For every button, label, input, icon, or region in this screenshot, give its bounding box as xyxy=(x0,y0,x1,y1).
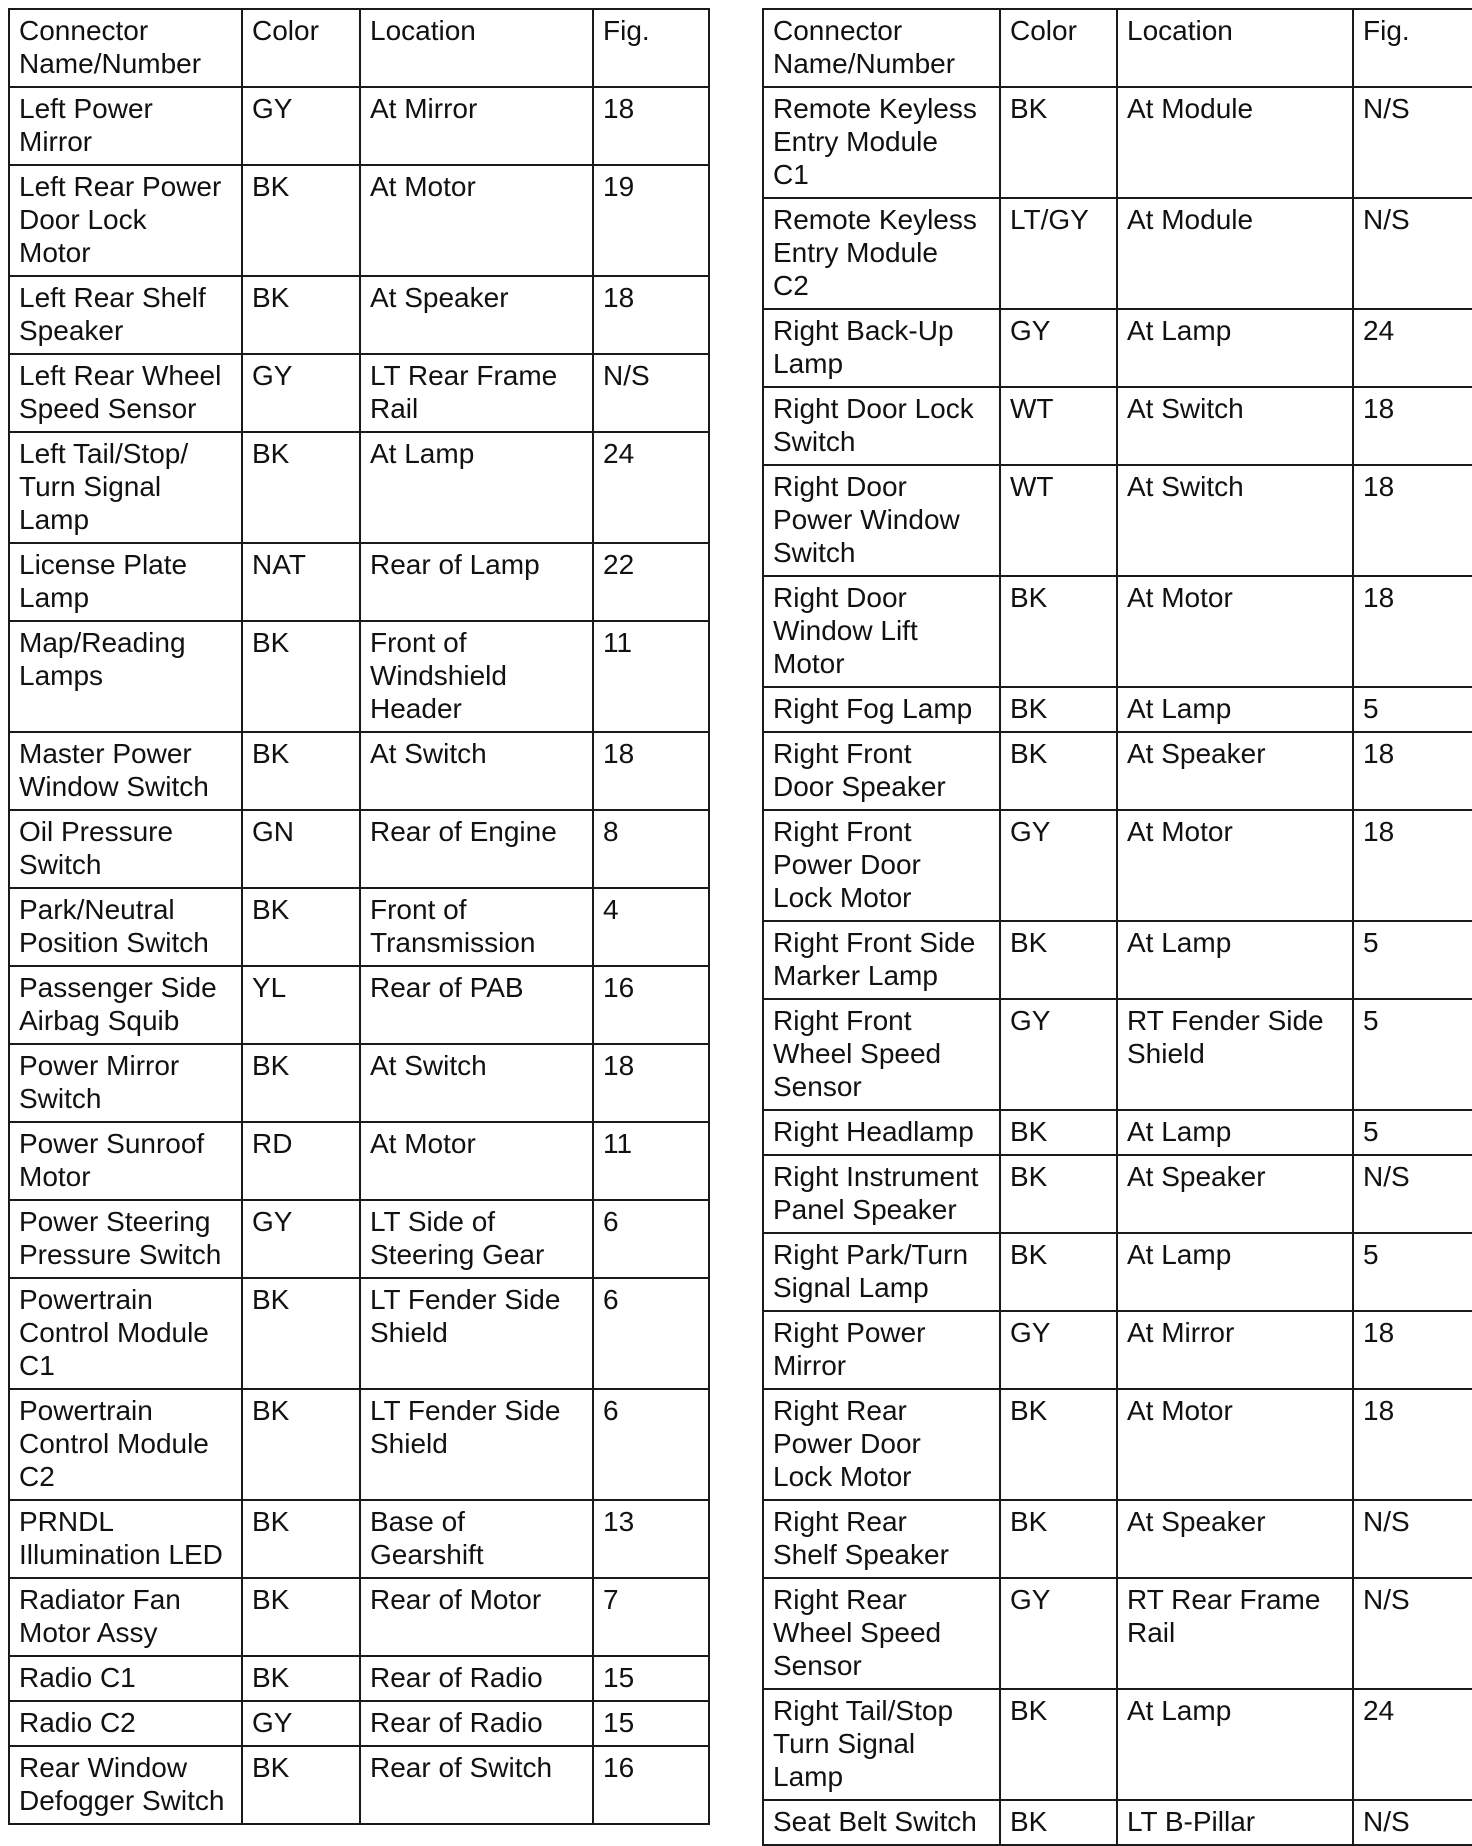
color-cell: BK xyxy=(1000,921,1117,999)
fig-cell: 5 xyxy=(1353,1110,1472,1155)
connector-name-cell: Power Steering Pressure Switch xyxy=(9,1200,242,1278)
right-table-body xyxy=(763,87,1472,1845)
fig-cell: 18 xyxy=(1353,465,1472,576)
color-cell: BK xyxy=(242,1746,360,1824)
location-cell: At Lamp xyxy=(1117,1689,1353,1800)
fig-cell: 15 xyxy=(593,1701,709,1746)
connector-name-cell: Right Door Power Window Switch xyxy=(763,465,1000,576)
color-cell: GY xyxy=(242,87,360,165)
color-cell: BK xyxy=(242,732,360,810)
table-row xyxy=(9,888,709,966)
location-cell: At Motor xyxy=(360,1122,593,1200)
color-cell: BK xyxy=(242,1578,360,1656)
table-row xyxy=(763,1689,1472,1800)
table-row xyxy=(763,87,1472,198)
fig-cell: 18 xyxy=(1353,732,1472,810)
location-cell: At Speaker xyxy=(1117,1500,1353,1578)
fig-cell: 6 xyxy=(593,1278,709,1389)
table-row xyxy=(763,465,1472,576)
fig-cell: 6 xyxy=(593,1389,709,1500)
fig-cell: N/S xyxy=(1353,1578,1472,1689)
connector-name-cell: Right Rear Power Door Lock Motor xyxy=(763,1389,1000,1500)
location-cell: At Lamp xyxy=(1117,1110,1353,1155)
connector-name-cell: Right Front Wheel Speed Sensor xyxy=(763,999,1000,1110)
header-fig: Fig. xyxy=(1353,9,1472,87)
fig-cell: 8 xyxy=(593,810,709,888)
color-cell: BK xyxy=(242,1389,360,1500)
location-cell: At Speaker xyxy=(360,276,593,354)
table-row xyxy=(763,1311,1472,1389)
fig-cell: 18 xyxy=(1353,1311,1472,1389)
fig-cell: 18 xyxy=(593,87,709,165)
connector-name-cell: Park/Neutral Position Switch xyxy=(9,888,242,966)
color-cell: BK xyxy=(1000,732,1117,810)
color-cell: BK xyxy=(1000,87,1117,198)
connector-name-cell: Right Power Mirror xyxy=(763,1311,1000,1389)
connector-name-cell: Map/Reading Lamps xyxy=(9,621,242,732)
table-row xyxy=(763,1578,1472,1689)
table-row xyxy=(763,1155,1472,1233)
connector-name-cell: Master Power Window Switch xyxy=(9,732,242,810)
connector-name-cell: Right Tail/Stop Turn Signal Lamp xyxy=(763,1689,1000,1800)
location-cell: At Motor xyxy=(1117,576,1353,687)
connector-name-cell: Right Instrument Panel Speaker xyxy=(763,1155,1000,1233)
color-cell: BK xyxy=(1000,1800,1117,1845)
fig-cell: 22 xyxy=(593,543,709,621)
header-location: Location xyxy=(1117,9,1353,87)
fig-cell: 19 xyxy=(593,165,709,276)
connector-name-cell: Remote Keyless Entry Module C2 xyxy=(763,198,1000,309)
location-cell: At Lamp xyxy=(1117,921,1353,999)
connector-name-cell: Right Rear Shelf Speaker xyxy=(763,1500,1000,1578)
fig-cell: 18 xyxy=(1353,810,1472,921)
connector-name-cell: Right Rear Wheel Speed Sensor xyxy=(763,1578,1000,1689)
fig-cell: 18 xyxy=(593,1044,709,1122)
location-cell: Rear of Engine xyxy=(360,810,593,888)
location-cell: At Switch xyxy=(360,1044,593,1122)
location-cell: At Speaker xyxy=(1117,1155,1353,1233)
table-row xyxy=(9,1656,709,1701)
connector-name-cell: Left Rear Power Door Lock Motor xyxy=(9,165,242,276)
table-row xyxy=(763,576,1472,687)
table-row xyxy=(9,87,709,165)
table-row xyxy=(763,1800,1472,1845)
connector-name-cell: Seat Belt Switch xyxy=(763,1800,1000,1845)
connector-name-cell: Rear Window Defogger Switch xyxy=(9,1746,242,1824)
location-cell: At Mirror xyxy=(360,87,593,165)
location-cell: At Lamp xyxy=(360,432,593,543)
table-row xyxy=(9,1701,709,1746)
connector-name-cell: Right Front Side Marker Lamp xyxy=(763,921,1000,999)
location-cell: At Switch xyxy=(1117,465,1353,576)
color-cell: BK xyxy=(1000,1500,1117,1578)
location-cell: Front of Transmission xyxy=(360,888,593,966)
color-cell: BK xyxy=(242,165,360,276)
connector-name-cell: Right Headlamp xyxy=(763,1110,1000,1155)
color-cell: NAT xyxy=(242,543,360,621)
table-row xyxy=(763,1233,1472,1311)
connector-name-cell: Right Back-Up Lamp xyxy=(763,309,1000,387)
location-cell: Rear of Radio xyxy=(360,1656,593,1701)
table-row xyxy=(9,621,709,732)
fig-cell: 18 xyxy=(1353,1389,1472,1500)
connector-name-cell: Radio C1 xyxy=(9,1656,242,1701)
fig-cell: 15 xyxy=(593,1656,709,1701)
color-cell: WT xyxy=(1000,465,1117,576)
color-cell: GY xyxy=(242,354,360,432)
fig-cell: N/S xyxy=(1353,1500,1472,1578)
color-cell: BK xyxy=(1000,1233,1117,1311)
connector-name-cell: Radio C2 xyxy=(9,1701,242,1746)
location-cell: Base of Gearshift xyxy=(360,1500,593,1578)
table-row xyxy=(9,1200,709,1278)
color-cell: GY xyxy=(1000,1578,1117,1689)
table-row xyxy=(9,732,709,810)
connector-name-cell: Oil Pressure Switch xyxy=(9,810,242,888)
location-cell: Rear of Switch xyxy=(360,1746,593,1824)
location-cell: At Lamp xyxy=(1117,687,1353,732)
fig-cell: 13 xyxy=(593,1500,709,1578)
table-row xyxy=(9,1500,709,1578)
fig-cell: N/S xyxy=(593,354,709,432)
location-cell: Rear of Radio xyxy=(360,1701,593,1746)
connector-name-cell: Left Rear Shelf Speaker xyxy=(9,276,242,354)
fig-cell: 16 xyxy=(593,966,709,1044)
table-header-row xyxy=(763,9,1472,87)
fig-cell: 18 xyxy=(1353,387,1472,465)
location-cell: At Motor xyxy=(360,165,593,276)
connector-name-cell: Radiator Fan Motor Assy xyxy=(9,1578,242,1656)
fig-cell: 18 xyxy=(1353,576,1472,687)
connector-name-cell: Power Sunroof Motor xyxy=(9,1122,242,1200)
table-row xyxy=(763,687,1472,732)
connector-name-cell: Left Rear Wheel Speed Sensor xyxy=(9,354,242,432)
color-cell: GY xyxy=(1000,1311,1117,1389)
color-cell: WT xyxy=(1000,387,1117,465)
location-cell: At Switch xyxy=(1117,387,1353,465)
fig-cell: N/S xyxy=(1353,198,1472,309)
table-row xyxy=(763,387,1472,465)
table-row xyxy=(9,165,709,276)
fig-cell: 11 xyxy=(593,1122,709,1200)
location-cell: LT Rear Frame Rail xyxy=(360,354,593,432)
table-row xyxy=(9,1389,709,1500)
connector-name-cell: Right Door Window Lift Motor xyxy=(763,576,1000,687)
color-cell: GY xyxy=(1000,810,1117,921)
location-cell: Front of Windshield Header xyxy=(360,621,593,732)
header-fig: Fig. xyxy=(593,9,709,87)
connector-name-cell: Powertrain Control Module C2 xyxy=(9,1389,242,1500)
table-row xyxy=(763,810,1472,921)
color-cell: BK xyxy=(242,888,360,966)
connector-name-cell: Right Front Power Door Lock Motor xyxy=(763,810,1000,921)
table-row xyxy=(763,1500,1472,1578)
color-cell: BK xyxy=(242,1500,360,1578)
header-color: Color xyxy=(1000,9,1117,87)
table-row xyxy=(9,1044,709,1122)
location-cell: At Lamp xyxy=(1117,309,1353,387)
color-cell: BK xyxy=(242,1656,360,1701)
connector-name-cell: Left Power Mirror xyxy=(9,87,242,165)
fig-cell: 5 xyxy=(1353,921,1472,999)
color-cell: GY xyxy=(1000,999,1117,1110)
header-color: Color xyxy=(242,9,360,87)
connector-name-cell: Power Mirror Switch xyxy=(9,1044,242,1122)
table-row xyxy=(9,810,709,888)
fig-cell: 24 xyxy=(1353,1689,1472,1800)
fig-cell: N/S xyxy=(1353,1800,1472,1845)
connector-name-cell: Left Tail/Stop/ Turn Signal Lamp xyxy=(9,432,242,543)
table-row xyxy=(9,276,709,354)
fig-cell: 6 xyxy=(593,1200,709,1278)
color-cell: GY xyxy=(242,1701,360,1746)
location-cell: Rear of PAB xyxy=(360,966,593,1044)
fig-cell: 5 xyxy=(1353,687,1472,732)
table-row xyxy=(763,732,1472,810)
connector-name-cell: Right Park/Turn Signal Lamp xyxy=(763,1233,1000,1311)
fig-cell: N/S xyxy=(1353,1155,1472,1233)
location-cell: At Speaker xyxy=(1117,732,1353,810)
color-cell: BK xyxy=(242,432,360,543)
left-connector-table xyxy=(8,8,710,1825)
location-cell: At Motor xyxy=(1117,810,1353,921)
fig-cell: N/S xyxy=(1353,87,1472,198)
color-cell: BK xyxy=(1000,1155,1117,1233)
connector-name-cell: Remote Keyless Entry Module C1 xyxy=(763,87,1000,198)
table-row xyxy=(9,1278,709,1389)
connector-name-cell: Passenger Side Airbag Squib xyxy=(9,966,242,1044)
fig-cell: 4 xyxy=(593,888,709,966)
location-cell: LT Fender Side Shield xyxy=(360,1278,593,1389)
color-cell: BK xyxy=(242,1044,360,1122)
table-row xyxy=(763,999,1472,1110)
color-cell: GN xyxy=(242,810,360,888)
location-cell: LT B-Pillar xyxy=(1117,1800,1353,1845)
fig-cell: 18 xyxy=(593,732,709,810)
fig-cell: 16 xyxy=(593,1746,709,1824)
color-cell: YL xyxy=(242,966,360,1044)
connector-name-cell: PRNDL Illumination LED xyxy=(9,1500,242,1578)
table-row xyxy=(763,198,1472,309)
location-cell: RT Rear Frame Rail xyxy=(1117,1578,1353,1689)
header-connector: Connector Name/Number xyxy=(9,9,242,87)
table-row xyxy=(9,1746,709,1824)
location-cell: Rear of Motor xyxy=(360,1578,593,1656)
table-row xyxy=(763,1110,1472,1155)
header-location: Location xyxy=(360,9,593,87)
fig-cell: 5 xyxy=(1353,999,1472,1110)
location-cell: LT Side of Steering Gear xyxy=(360,1200,593,1278)
color-cell: BK xyxy=(242,276,360,354)
right-connector-table xyxy=(762,8,1472,1846)
table-row xyxy=(9,354,709,432)
location-cell: At Motor xyxy=(1117,1389,1353,1500)
location-cell: At Module xyxy=(1117,87,1353,198)
location-cell: At Switch xyxy=(360,732,593,810)
color-cell: LT/GY xyxy=(1000,198,1117,309)
fig-cell: 5 xyxy=(1353,1233,1472,1311)
location-cell: LT Fender Side Shield xyxy=(360,1389,593,1500)
left-table-body xyxy=(9,87,709,1824)
fig-cell: 24 xyxy=(593,432,709,543)
location-cell: At Lamp xyxy=(1117,1233,1353,1311)
table-row xyxy=(9,1122,709,1200)
table-header-row xyxy=(9,9,709,87)
connector-name-cell: Right Front Door Speaker xyxy=(763,732,1000,810)
table-row xyxy=(9,966,709,1044)
connector-name-cell: License Plate Lamp xyxy=(9,543,242,621)
table-row xyxy=(763,1389,1472,1500)
color-cell: BK xyxy=(1000,687,1117,732)
table-row xyxy=(9,1578,709,1656)
color-cell: GY xyxy=(242,1200,360,1278)
table-row xyxy=(763,309,1472,387)
color-cell: RD xyxy=(242,1122,360,1200)
fig-cell: 11 xyxy=(593,621,709,732)
connector-name-cell: Right Fog Lamp xyxy=(763,687,1000,732)
color-cell: BK xyxy=(1000,1689,1117,1800)
color-cell: GY xyxy=(1000,309,1117,387)
fig-cell: 7 xyxy=(593,1578,709,1656)
color-cell: BK xyxy=(242,621,360,732)
color-cell: BK xyxy=(242,1278,360,1389)
fig-cell: 24 xyxy=(1353,309,1472,387)
location-cell: At Module xyxy=(1117,198,1353,309)
location-cell: RT Fender Side Shield xyxy=(1117,999,1353,1110)
color-cell: BK xyxy=(1000,1110,1117,1155)
location-cell: Rear of Lamp xyxy=(360,543,593,621)
location-cell: At Mirror xyxy=(1117,1311,1353,1389)
connector-name-cell: Powertrain Control Module C1 xyxy=(9,1278,242,1389)
color-cell: BK xyxy=(1000,1389,1117,1500)
table-row xyxy=(9,432,709,543)
table-row xyxy=(9,543,709,621)
connector-name-cell: Right Door Lock Switch xyxy=(763,387,1000,465)
fig-cell: 18 xyxy=(593,276,709,354)
table-row xyxy=(763,921,1472,999)
header-connector: Connector Name/Number xyxy=(763,9,1000,87)
color-cell: BK xyxy=(1000,576,1117,687)
